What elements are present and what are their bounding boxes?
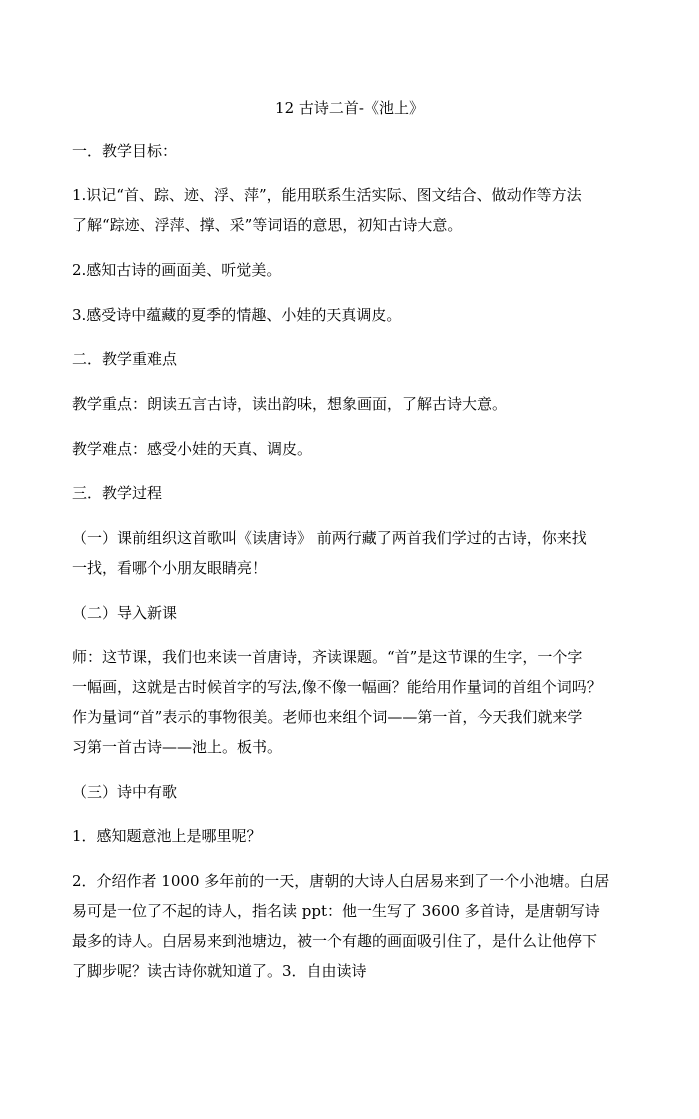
- paragraph-line: 师：这节课，我们也来读一首唐诗，齐读课题。“首”是这节课的生字，一个字: [72, 648, 583, 666]
- section-heading-key-points: 二．教学重难点: [72, 350, 178, 368]
- paragraph-line: 教学难点：感受小娃的天真、调皮。: [72, 440, 313, 458]
- paragraph-line: 习第一首古诗——池上。板书。: [72, 738, 283, 756]
- subsection-heading: （二）导入新课: [72, 604, 178, 622]
- paragraph-line: 教学重点：朗读五言古诗，读出韵味，想象画面，了解古诗大意。: [72, 395, 508, 413]
- paragraph-line: 3.感受诗中蕴藏的夏季的情趣、小娃的天真调皮。: [72, 306, 402, 324]
- paragraph-line: 作为量词“首”表示的事物很美。老师也来组个词——第一首，今天我们就来学: [72, 708, 583, 726]
- paragraph-line: （一）课前组织这首歌叫《读唐诗》 前两行藏了两首我们学过的古诗，你来找: [72, 529, 587, 547]
- paragraph-line: 易可是一位了不起的诗人，指名读 ppt：他一生写了 3600 多首诗，是唐朝写诗: [72, 902, 600, 920]
- page-title: 12 古诗二首-《池上》: [275, 99, 424, 117]
- subsection-heading: （三）诗中有歌: [72, 783, 178, 801]
- paragraph-line: 最多的诗人。白居易来到池塘边，被一个有趣的画面吸引住了，是什么让他停下: [72, 932, 598, 950]
- paragraph-line: 一幅画，这就是古时候首字的写法,像不像一幅画？能给用作量词的首组个词吗？: [72, 678, 602, 696]
- paragraph-line: 2．介绍作者 1000 多年前的一天，唐朝的大诗人白居易来到了一个小池塘。白居: [72, 872, 610, 890]
- paragraph-line: 1.识记“首、踪、迹、浮、萍”，能用联系生活实际、图文结合、做动作等方法: [72, 186, 582, 204]
- paragraph-line: 了解“踪迹、浮萍、撑、采”等词语的意思，初知古诗大意。: [72, 216, 463, 234]
- paragraph-line: 2.感知古诗的画面美、听觉美。: [72, 261, 282, 279]
- section-heading-process: 三．教学过程: [72, 484, 163, 502]
- paragraph-line: 了脚步呢？读古诗你就知道了。3．自由读诗: [72, 962, 367, 980]
- paragraph-line: 1．感知题意池上是哪里呢？: [72, 827, 262, 845]
- section-heading-objectives: 一．教学目标：: [72, 142, 178, 160]
- paragraph-line: 一找，看哪个小朋友眼睛亮！: [72, 559, 268, 577]
